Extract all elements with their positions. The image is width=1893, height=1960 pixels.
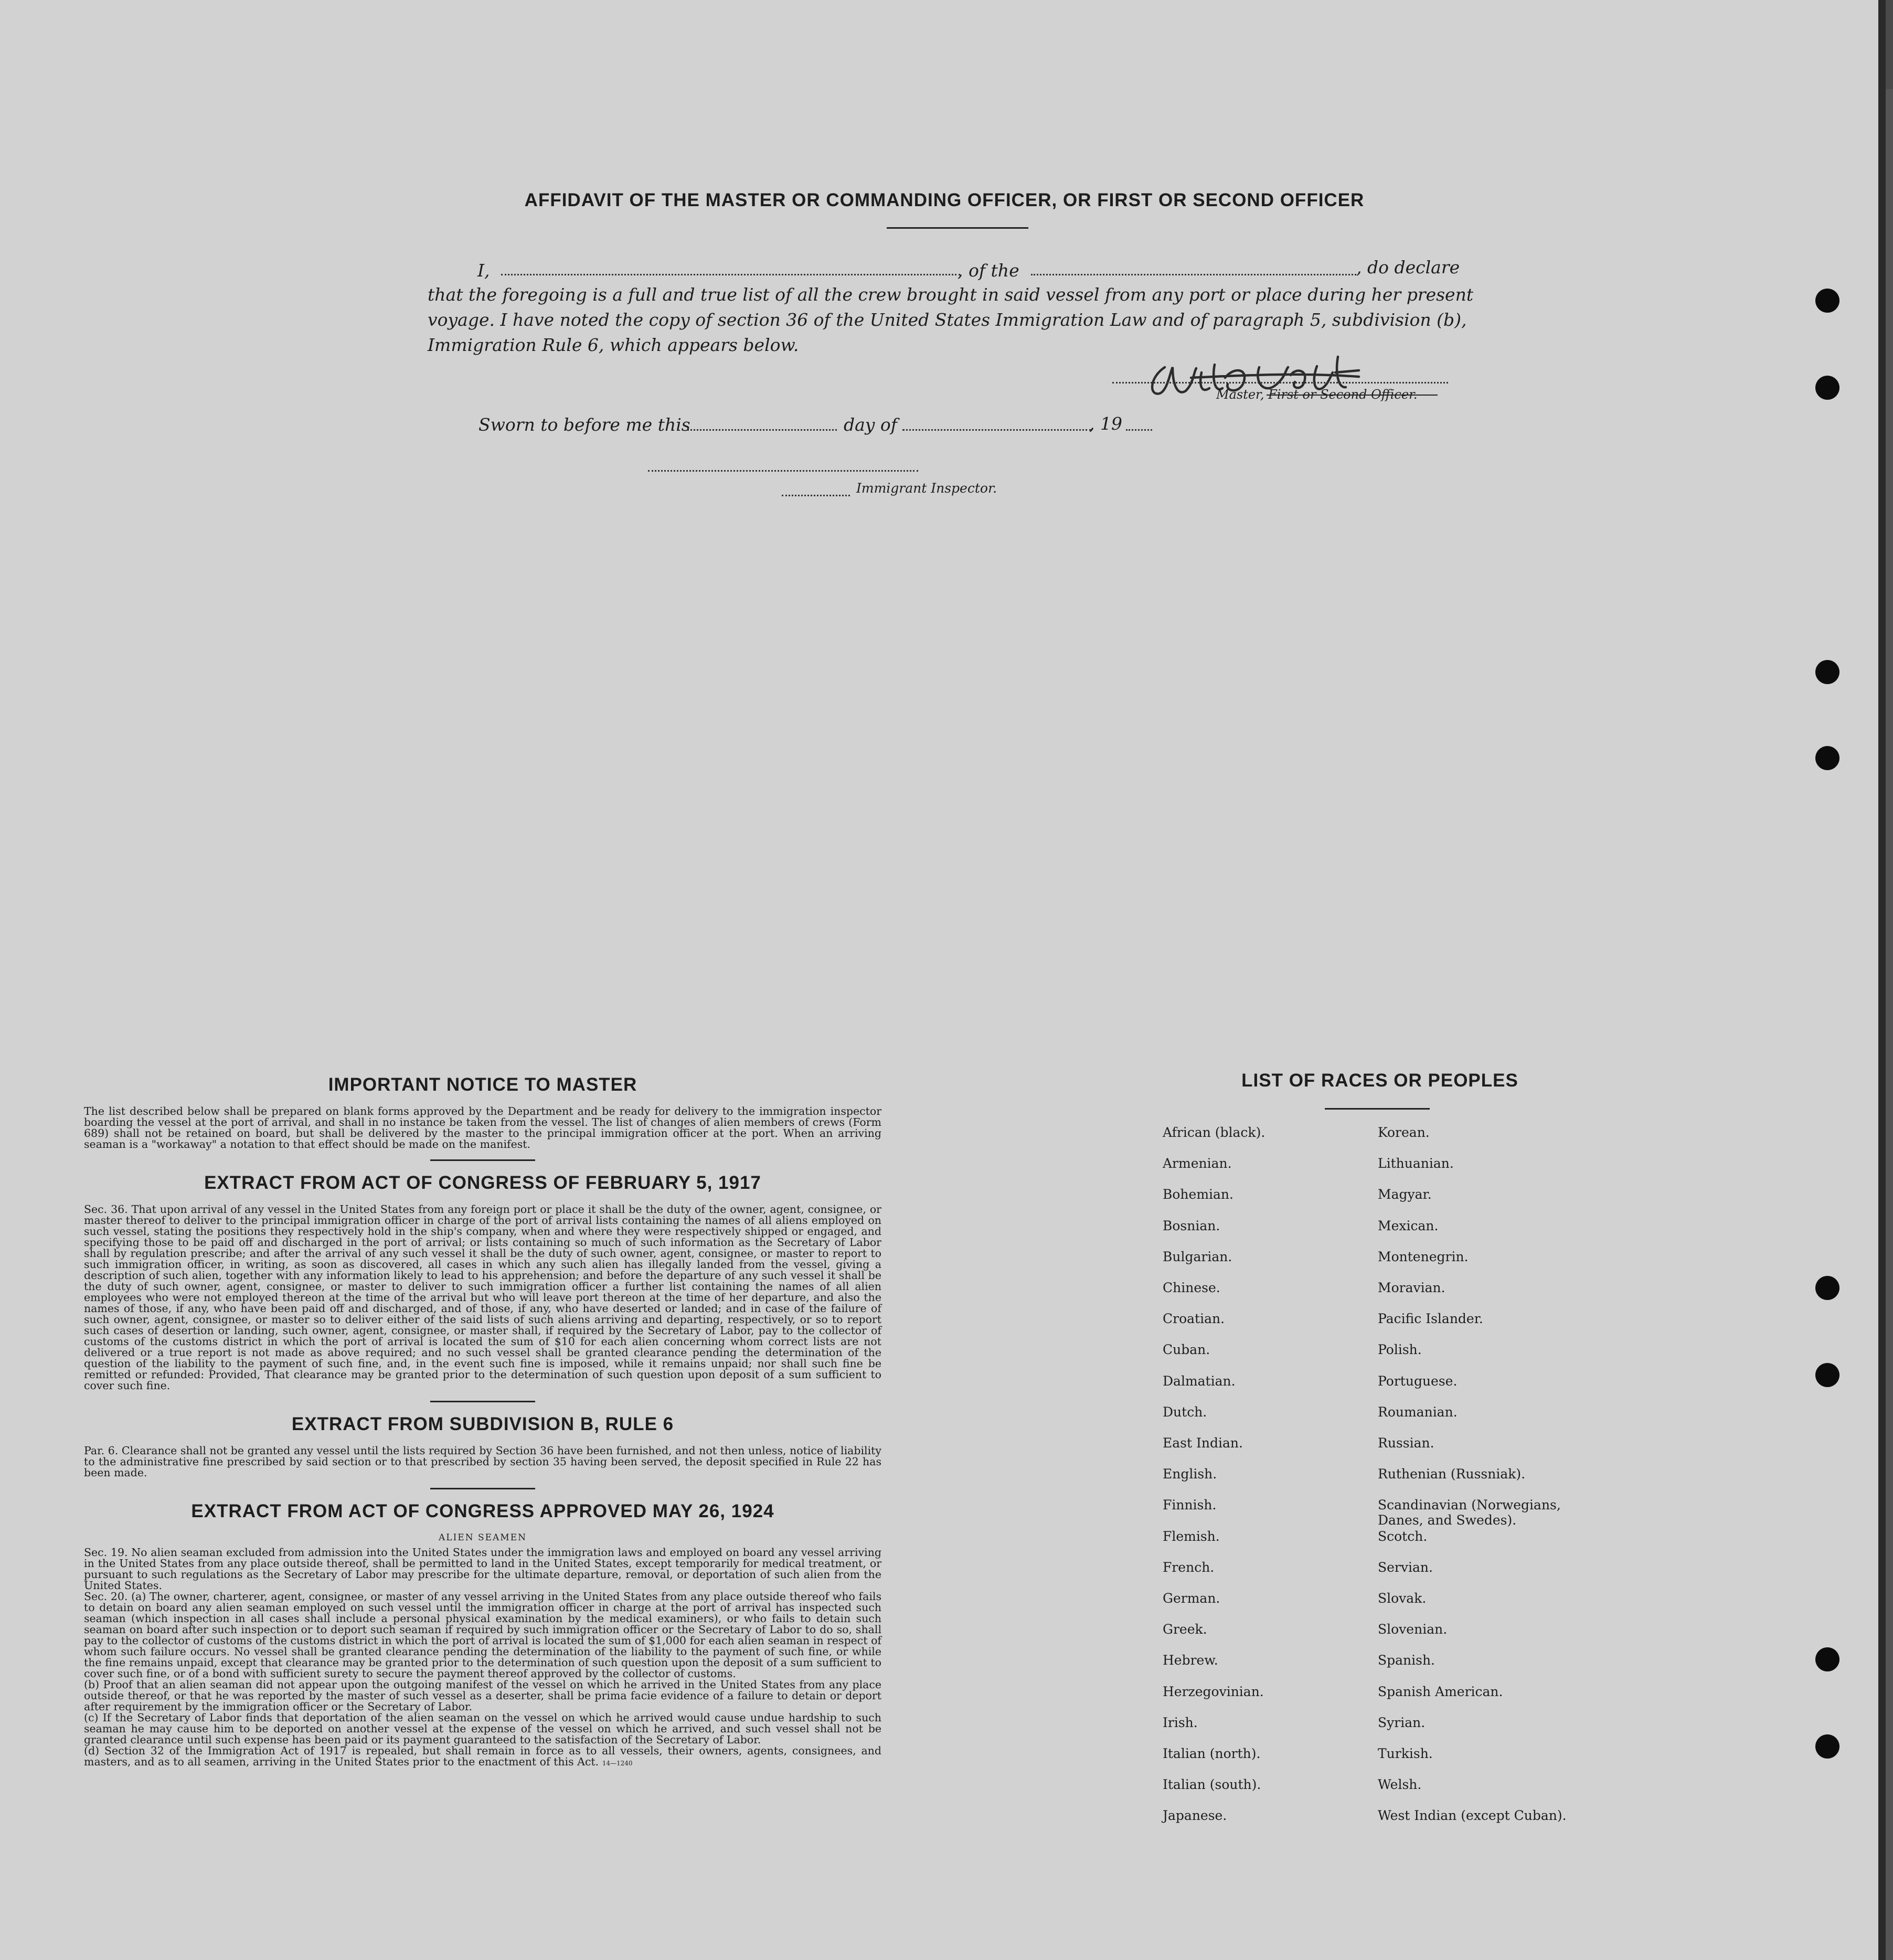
year-blank — [1126, 429, 1152, 431]
race-item: Bosnian. — [1163, 1218, 1220, 1233]
race-item: Japanese. — [1163, 1808, 1227, 1824]
notice-text: The list described below shall be prepared on blank forms approved by the Department and be ready for delivery to the immigration inspector boarding the vessel at the port of arrival, and shall in no instance be taken from the vessel. The list of changes of alien members of crews (Form 689) shall not be retained on board, but shall be delivered by the master to the principal immigration officer at the port. When an arriving seaman is a "workaway" a notation to that effect should be made on the manifest. — [84, 1105, 881, 1151]
legal-notices — [84, 1070, 881, 1769]
punch-hole — [1815, 1276, 1839, 1300]
race-item: Cuban. — [1163, 1342, 1210, 1358]
race-item: Dutch. — [1163, 1404, 1207, 1420]
race-item: Armenian. — [1163, 1156, 1232, 1171]
race-item: Polish. — [1378, 1342, 1422, 1358]
race-item: Turkish. — [1378, 1746, 1433, 1761]
alien-seamen-heading: ALIEN SEAMEN — [439, 1532, 527, 1543]
race-item: Mexican. — [1378, 1218, 1439, 1233]
race-item: Welsh. — [1378, 1777, 1422, 1793]
race-item: Hebrew. — [1163, 1653, 1218, 1668]
race-item: Greek. — [1163, 1622, 1207, 1637]
race-item: Servian. — [1378, 1559, 1433, 1575]
races-title: LIST OF RACES OR PEOPLES — [1241, 1070, 1518, 1091]
month-blank — [902, 429, 1091, 431]
race-item: Roumanian. — [1378, 1404, 1458, 1420]
punch-hole — [1815, 1734, 1839, 1759]
race-item: French. — [1163, 1559, 1215, 1575]
vessel-blank — [1031, 274, 1356, 275]
sec-20b-text: (b) Proof that an alien seaman did not appear upon the outgoing manifest of the vessel on which he arrived in the United States from any place outside thereof, or that he was reported by the master of such vessel as a deserter, shall be prima facie evidence of a failure to detain or deport after requirement by the immigration officer or the Secretary of Labor. — [84, 1678, 881, 1713]
sec-19-text: Sec. 19. No alien seaman excluded from admission into the United States under the immigration laws and employed on board any vessel arriving in the United States from any place outside thereof, shall be permitted to land in the United States, except temporarily for medical treatment, or pursuant to such regulations as the Secretary of Labor may prescribe for the ultimate departure, removal, or deportation of such alien from the United States. — [84, 1546, 881, 1592]
race-item: Scotch. — [1378, 1528, 1428, 1544]
punch-hole — [1815, 1647, 1839, 1671]
year-label: , 19 — [1089, 413, 1122, 434]
race-item: Dalmatian. — [1163, 1373, 1236, 1389]
race-item: Montenegrin. — [1378, 1249, 1469, 1264]
affidavit-line-4: Immigration Rule 6, which appears below. — [428, 335, 799, 355]
section-rule — [430, 1488, 535, 1489]
extract-1924-title: EXTRACT FROM ACT OF CONGRESS APPROVED MAY 26, 1924 — [191, 1501, 774, 1521]
sec-20d-text: (d) Section 32 of the Immigration Act of 1917 is repealed, but shall remain in force as to all vessels, their owners, agents, consignees, and masters, and as to all seamen, arriving in the United States prior to the enactment of this Act. 14—1240 — [84, 1744, 881, 1768]
race-item: German. — [1163, 1591, 1220, 1606]
race-item: Croatian. — [1163, 1311, 1225, 1327]
race-item: Spanish. — [1378, 1653, 1435, 1668]
race-item: English. — [1163, 1466, 1217, 1482]
day-of-label: day of — [844, 414, 898, 435]
race-item: Italian (south). — [1163, 1777, 1261, 1793]
subdivision-b-title: EXTRACT FROM SUBDIVISION B, RULE 6 — [291, 1414, 674, 1434]
punch-hole — [1815, 746, 1839, 770]
race-item: Magyar. — [1378, 1187, 1432, 1202]
race-item: Slovenian. — [1378, 1622, 1448, 1637]
race-item: Chinese. — [1163, 1280, 1220, 1295]
race-item: African (black). — [1163, 1125, 1265, 1140]
subdivision-b-text: Par. 6. Clearance shall not be granted any vessel until the lists required by Section 36 have been furnished, and not then unless, notice of liability to the administrative fine prescribed by said section or to that prescribed by section 35 having been served, the deposit specified in Rule 22 has been made. — [84, 1444, 881, 1479]
affidavit-of-the: , of the — [958, 260, 1019, 281]
punch-hole — [1815, 376, 1839, 400]
affidavit-title: AFFIDAVIT OF THE MASTER OR COMMANDING OFFICER, OR FIRST OR SECOND OFFICER — [524, 190, 1365, 210]
sec-20a-text: Sec. 20. (a) The owner, charterer, agent, consignee, or master of any vessel arriving in the United States from any place outside thereof who fails to detain on board any alien seaman employed on such vessel until the immigration officer in charge at the port of arrival has inspected such seaman (which inspection in all cases shall include a personal physical examination by the medical examiners), or who fails to detain such seaman on board after such inspection or to deport such seaman if required by such immigration officer or the Secretary of Labor to do so, shall pay to the collector of customs of the customs district in which the port of arrival is located the sum of $1,000 for each alien seaman in respect of whom such failure occurs. No vessel shall be granted clearance pending the determination of the liability to the payment of such fine, or while the fine remains unpaid, except that clearance may be granted prior to the determination of such question upon the deposit of a sum sufficient to cover such fine, or of a bond with sufficient surety to secure the payment thereof approved by the collector of customs. — [84, 1590, 881, 1680]
race-item: Italian (north). — [1163, 1746, 1261, 1761]
name-blank — [501, 274, 960, 275]
race-item: Irish. — [1163, 1714, 1198, 1730]
sworn-label: Sworn to before me this — [478, 414, 690, 435]
punch-hole — [1815, 660, 1839, 684]
section-rule — [430, 1401, 535, 1402]
affidavit-line-3: voyage. I have noted the copy of section 36 of the United States Immigration Law and of paragraph 5, subdivision (b), — [428, 310, 1467, 330]
race-item: Finnish. — [1163, 1497, 1217, 1513]
races-rule — [1325, 1108, 1430, 1110]
notice-title: IMPORTANT NOTICE TO MASTER — [328, 1074, 637, 1095]
affidavit-do-declare: , do declare — [1356, 257, 1460, 278]
race-item: Lithuanian. — [1378, 1156, 1454, 1171]
race-item: Portuguese. — [1378, 1373, 1458, 1389]
signature-blank — [1112, 382, 1448, 384]
race-item: Slovak. — [1378, 1591, 1427, 1606]
title-rule — [887, 227, 1028, 229]
race-item: West Indian (except Cuban). — [1378, 1808, 1567, 1824]
sec-20c-text: (c) If the Secretary of Labor finds that deportation of the alien seaman on the vessel on which he arrived would cause undue hardship to such seaman he may cause him to be deported on another vessel at the expense of the vessel on which he arrived, and such vessel shall not be granted clearance until such expense has been paid or its payment guaranteed to the satisfaction of the Secretary of Labor. — [84, 1711, 881, 1746]
punch-hole — [1815, 1363, 1839, 1387]
section-rule — [430, 1159, 535, 1161]
race-item: Herzegovinian. — [1163, 1684, 1264, 1699]
race-item: Bulgarian. — [1163, 1249, 1232, 1264]
extract-1917-title: EXTRACT FROM ACT OF CONGRESS OF FEBRUARY 5, 1917 — [204, 1173, 761, 1193]
extract-1917-text: Sec. 36. That upon arrival of any vessel in the United States from any foreign port or place it shall be the duty of the owner, agent, consignee, or master thereof to deliver to the principal immigration officer in charge of the port of arrival lists containing the names of all aliens employed on such vessel, stating the positions they respectively hold in the ship's company, when and where they were respectively shipped or engaged, and specifying those to be paid off and discharged in the port of arrival; or lists containing so much of such information as the Secretary of Labor shall by regulation prescribe; and after the arrival of any such vessel it shall be the duty of such owner, agent, consignee, or master to report to such immigration officer, in writing, as soon as discovered, all cases in which any such alien has illegally landed from the vessel, giving a description of such alien, together with any information likely to lead to his apprehension; and before the departure of any such vessel it shall be the duty of such owner, agent, consignee, or master to deliver to such immigration officer a further list containing the names of all alien employees who were not employed thereon at the time of the arrival but who will leave port thereon at the time of her departure, and also the names of those, if any, who have been paid off and discharged, and of those, if any, who have deserted or landed; and in case of the failure of such owner, agent, consignee, or master so to deliver either of the said lists of such aliens arriving and departing, respectively, or so to report such cases of desertion or landing, such owner, agent, consignee, or master shall, if required by the Secretary of Labor, pay to the collector of customs of the customs district in which the port of arrival is located the sum of $10 for each alien concerning whom correct lists are not delivered or a true report is not made as above required; and no such vessel shall be granted clearance pending the determination of the question of the liability to the payment of such fine, and, in the event such fine is imposed, while it remains unpaid; nor shall such fine be remitted or refunded: Provided, That clearance may be granted prior to the determination of such question upon deposit of a sum sufficient to cover such fine. — [84, 1203, 881, 1392]
race-item: Scandinavian (Norwegians, Danes, and Swedes). — [1378, 1497, 1561, 1528]
race-item: Flemish. — [1163, 1528, 1220, 1544]
race-item: Syrian. — [1378, 1714, 1426, 1730]
punch-hole — [1815, 289, 1839, 313]
race-item: East Indian. — [1163, 1435, 1243, 1451]
race-item: Bohemian. — [1163, 1187, 1233, 1202]
race-item: Korean. — [1378, 1125, 1430, 1140]
signature-caption: Master, First or Second Officer. — [1216, 387, 1418, 402]
strikethrough — [1267, 395, 1438, 396]
race-item: Russian. — [1378, 1435, 1434, 1451]
inspector-prefix-blank — [782, 495, 850, 496]
race-item: Pacific Islander. — [1378, 1311, 1483, 1327]
affidavit-i: I, — [477, 260, 490, 281]
race-item: Ruthenian (Russniak). — [1378, 1466, 1526, 1482]
race-item: Spanish American. — [1378, 1684, 1503, 1699]
race-item: Moravian. — [1378, 1280, 1445, 1295]
form-number: 14—1240 — [602, 1760, 633, 1767]
inspector-blank — [648, 470, 918, 472]
day-blank — [687, 429, 837, 431]
inspector-label: Immigrant Inspector. — [856, 481, 997, 496]
affidavit-line-2: that the foregoing is a full and true list of all the crew brought in said vessel from any port or place during her present — [428, 284, 1474, 305]
